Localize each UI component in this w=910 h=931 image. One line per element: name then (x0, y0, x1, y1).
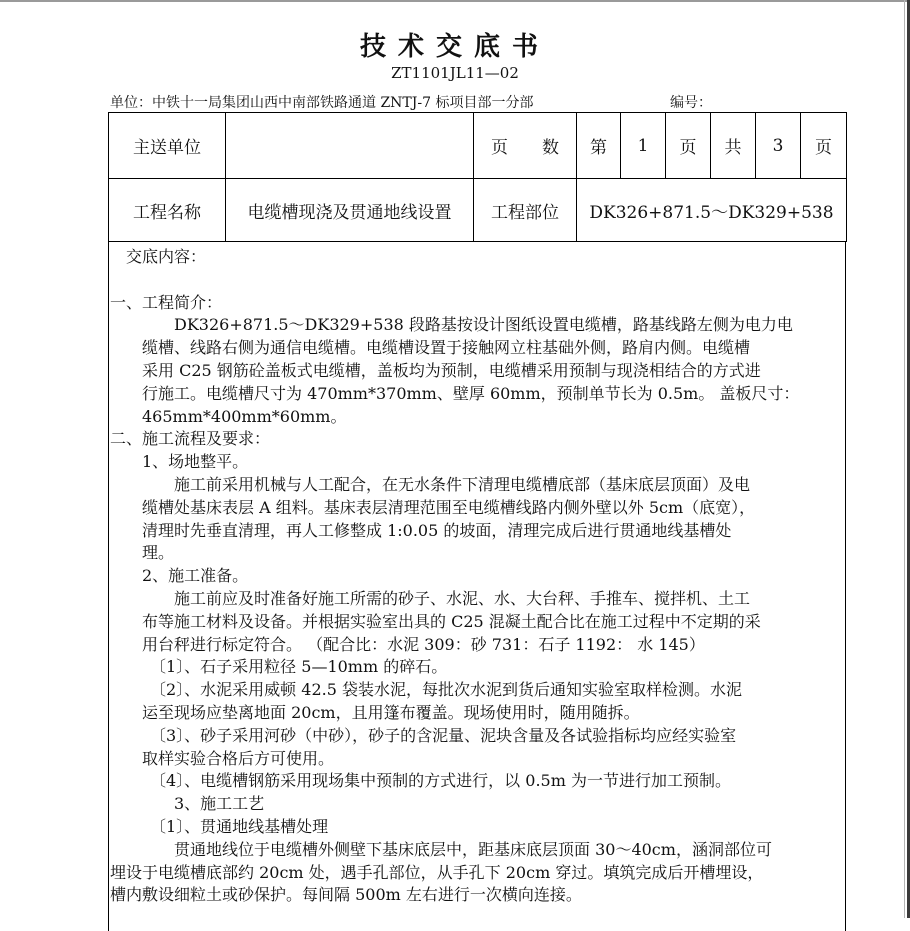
header-table (108, 112, 847, 242)
body-line: 施工前采用机械与人工配合，在无水条件下清理电缆槽底部（基床底层顶面）及电 (110, 474, 751, 494)
location-label: 工程部位 (474, 179, 577, 242)
page-ye-1: 页 (666, 113, 711, 179)
project-name: 电缆槽现浇及贯通地线设置 (226, 179, 474, 242)
body-line: 交底内容： (110, 247, 207, 266)
document-title: 技术交底书 (359, 32, 550, 62)
body-line: 〔4〕、电缆槽钢筋采用现场集中预制的方式进行，以 0.5m 为一节进行加工预制。 (110, 771, 731, 791)
page-gong: 共 (711, 113, 756, 179)
page-number: 1 (621, 113, 666, 179)
body-line: 用台秤进行标定符合。 （配合比：水泥 309：砂 731：石子 1192： 水 145） (110, 634, 705, 654)
body-line: 运至现场应垫离地面 20cm，且用篷布覆盖。现场使用时，随用随拆。 (110, 702, 640, 722)
body-line: 〔2〕、水泥采用威顿 42.5 袋装水泥，每批次水泥到货后通知实验室取样检测。水泥 (110, 680, 742, 700)
body-line: 清理时先垂直清理，再人工修整成 1:0.05 的坡面，清理完成后进行贯通地线基槽处 (110, 520, 732, 540)
body-line: 缆槽、线路右侧为通信电缆槽。电缆槽设置于接触网立柱基础外侧，路肩内侧。电缆槽 (110, 338, 751, 358)
body-line: 理。 (110, 543, 175, 563)
window-top-border (0, 0, 910, 2)
body-line: 埋设于电缆槽底部约 20cm 处，遇手孔部位，从手孔下 20cm 穿过。填筑完成后开槽埋设， (110, 862, 764, 882)
body-line: 缆槽处基床表层 A 组料。基床表层清理范围至电缆槽线路内侧外壁以外 5cm（底宽）， (110, 497, 756, 517)
pages-label: 页 数 (474, 113, 577, 179)
body-line: 1、场地整平。 (110, 452, 249, 472)
body-line: 二、施工流程及要求： (110, 429, 271, 449)
unit-line: 单位：中铁十一局集团山西中南部铁路通道 ZNTJ-7 标项目部一分部 (110, 95, 534, 111)
page-di: 第 (577, 113, 621, 179)
body-line: 〔1〕、石子采用粒径 5—10mm 的碎石。 (110, 657, 448, 677)
sender-label: 主送单位 (109, 113, 226, 179)
body-line: 2、施工准备。 (110, 566, 249, 586)
body-line: 贯通地线位于电缆槽外侧壁下基床底层中，距基床底层顶面 30～40cm，涵洞部位可 (110, 839, 772, 859)
body-line: 行施工。电缆槽尺寸为 470mm*370mm、壁厚 60mm，预制单节长为 0.5m。 盖板尺寸： (110, 383, 800, 403)
body-line: 3、施工工艺 (110, 794, 265, 814)
sender-value[interactable] (226, 113, 474, 179)
body-line: 槽内敷设细粒土或砂保护。每间隔 500m 左右进行一次横向连接。 (110, 885, 582, 905)
project-label: 工程名称 (109, 179, 226, 242)
window-right-border (904, 0, 905, 918)
serial-label: 编号： (670, 95, 712, 111)
page-total: 3 (756, 113, 801, 179)
body-line: 施工前应及时准备好施工所需的砂子、水泥、水、大台秤、手推车、搅拌机、土工 (110, 588, 751, 608)
body-line (110, 269, 844, 292)
body-line: DK326+871.5～DK329+538 段路基按设计图纸设置电缆槽，路基线路左侧为电力电 (110, 315, 793, 335)
document-body (110, 246, 844, 907)
location-value: DK326+871.5～DK329+538 (577, 179, 847, 242)
page-ye-2: 页 (801, 113, 847, 179)
body-line: 465mm*400mm*60mm。 (110, 406, 347, 426)
document-number: ZT1101JL11—02 (391, 64, 519, 82)
body-line: 〔1〕、贯通地线基槽处理 (110, 816, 329, 836)
body-line: 一、工程简介： (110, 292, 223, 312)
body-line: 取样实验合格后方可使用。 (110, 748, 335, 768)
body-line: 采用 C25 钢筋砼盖板式电缆槽，盖板均为预制，电缆槽采用预制与现浇相结合的方式进 (110, 360, 761, 380)
body-line: 布等施工材料及设备。并根据实验室出具的 C25 混凝土配合比在施工过程中不定期的采 (110, 611, 761, 631)
body-line: 〔3〕、砂子采用河砂（中砂），砂子的含泥量、泥块含量及各试验指标均应经实验室 (110, 725, 737, 745)
